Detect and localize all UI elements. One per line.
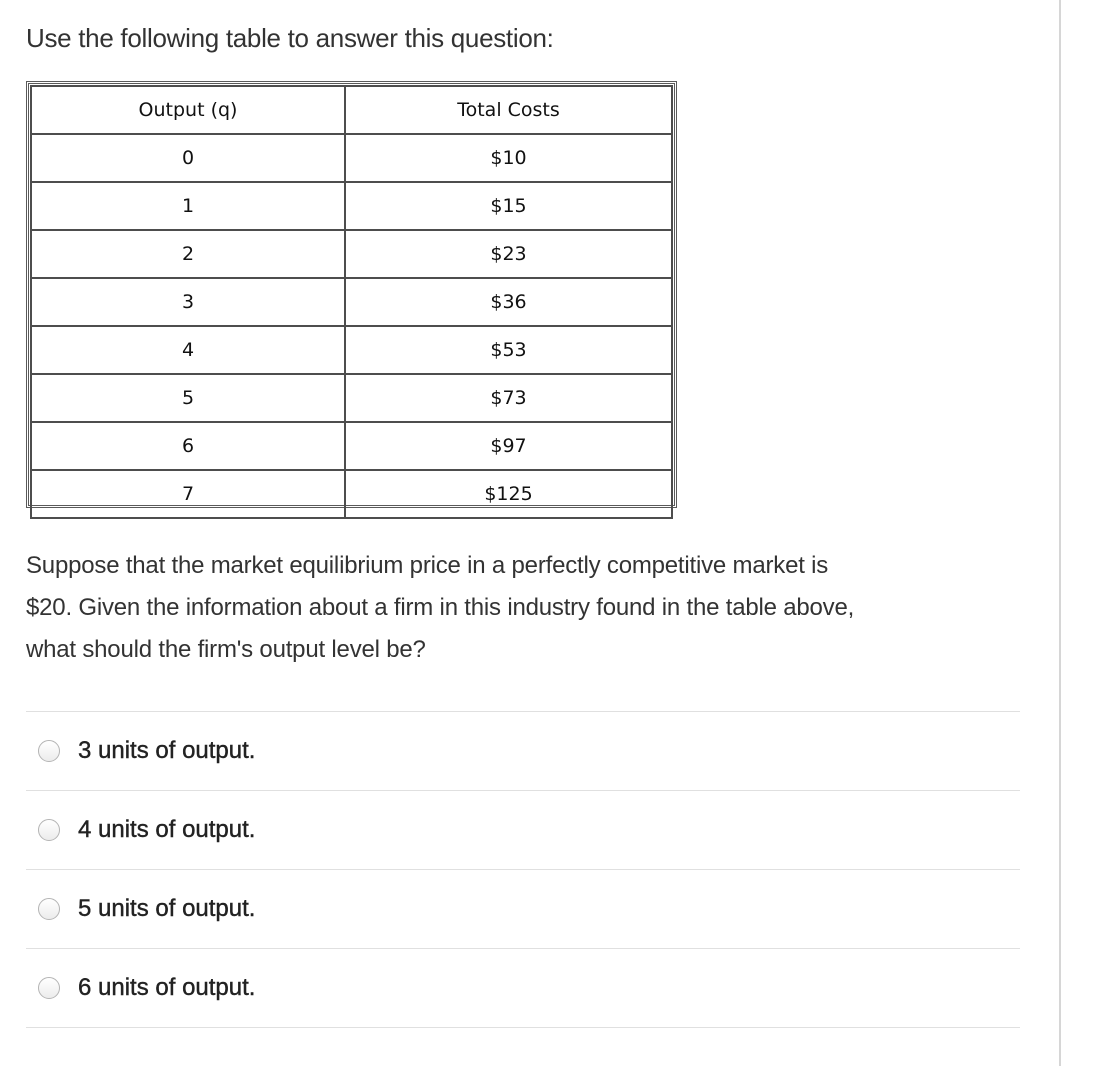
answer-option-label: 3 units of output. [78,737,256,764]
table-row [31,278,672,326]
page-right-divider [1059,0,1061,1066]
radio-button-icon[interactable] [38,977,60,999]
cell-total-cost: $10 [345,134,672,182]
table-row [31,134,672,182]
answer-option-1[interactable] [26,712,1020,791]
table-row [31,374,672,422]
cell-output: 0 [31,134,345,182]
cell-total-cost: $73 [345,374,672,422]
cell-output: 1 [31,182,345,230]
table-row [31,422,672,470]
table-row [31,470,672,518]
question-line-1: Suppose that the market equilibrium price in a perfectly competitive market is [26,552,829,579]
answer-option-3[interactable] [26,870,1020,949]
answer-option-label: 6 units of output. [78,974,256,1001]
radio-button-icon[interactable] [38,740,60,762]
table-row [31,182,672,230]
answer-option-label: 4 units of output. [78,816,256,843]
question-line-3: what should the firm's output level be? [26,636,426,663]
question-text [26,545,1016,671]
table-header-row [31,86,672,134]
cell-total-cost: $97 [345,422,672,470]
question-line-2: $20. Given the information about a firm in this industry found in the table above, [26,594,855,621]
cell-output: 7 [31,470,345,518]
header-output: Output (q) [31,86,345,134]
answer-option-4[interactable] [26,949,1020,1028]
cell-output: 4 [31,326,345,374]
cell-total-cost: $125 [345,470,672,518]
cell-output: 3 [31,278,345,326]
header-total-costs: Total Costs [345,86,672,134]
table-row [31,326,672,374]
radio-button-icon[interactable] [38,898,60,920]
cell-output: 2 [31,230,345,278]
radio-button-icon[interactable] [38,819,60,841]
cell-output: 6 [31,422,345,470]
answer-option-2[interactable] [26,791,1020,870]
cell-total-cost: $36 [345,278,672,326]
answer-options [26,711,1020,1028]
cost-table-frame [26,81,677,508]
cost-table [30,85,673,519]
table-row [31,230,672,278]
cell-total-cost: $15 [345,182,672,230]
answer-option-label: 5 units of output. [78,895,256,922]
cell-total-cost: $23 [345,230,672,278]
cell-total-cost: $53 [345,326,672,374]
cell-output: 5 [31,374,345,422]
question-intro: Use the following table to answer this question: [26,23,554,53]
